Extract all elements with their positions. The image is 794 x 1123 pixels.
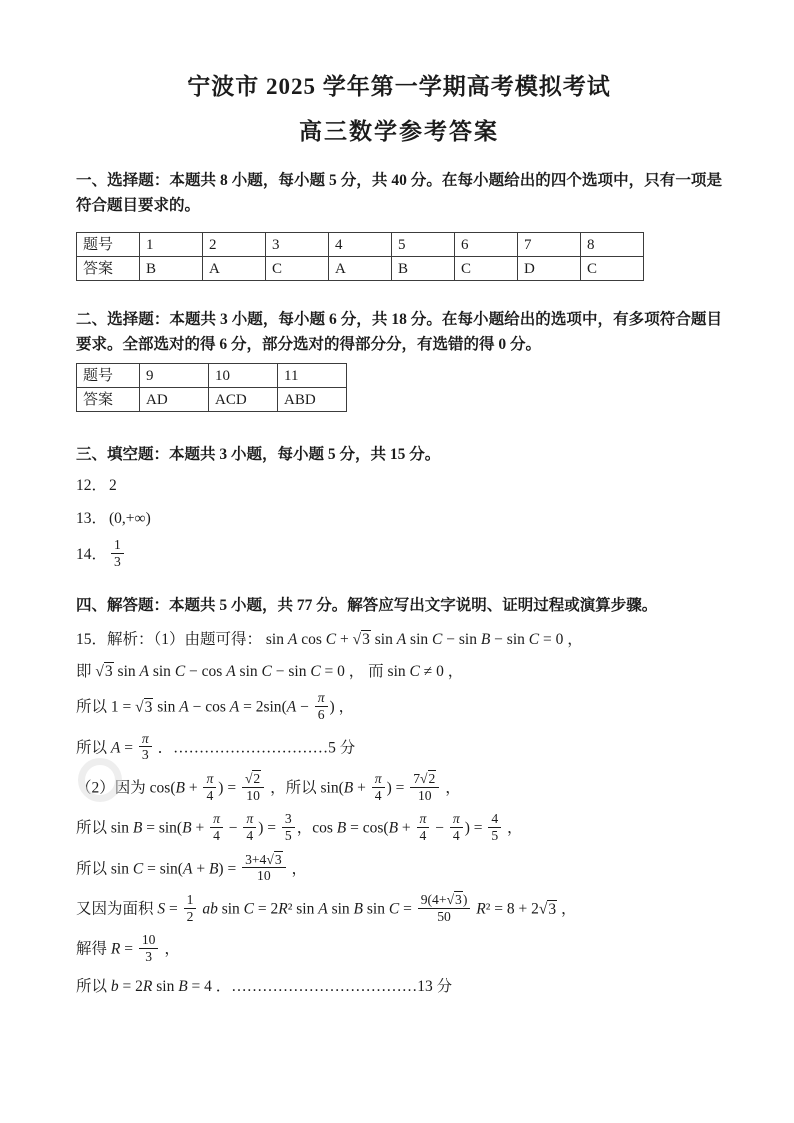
section-3-heading: 三、填空题：本题共 3 小题，每小题 5 分，共 15 分。 xyxy=(76,446,441,463)
scan-artifact xyxy=(78,758,122,802)
cell-question-number: 9 xyxy=(140,364,209,388)
single-choice-answer-table xyxy=(76,232,644,281)
solution-line-10: 所以 b = 2R sin B = 4 ．………………………………13 分 xyxy=(76,977,453,995)
table-row-answers xyxy=(77,257,644,281)
section-4-heading: 四、解答题：本题共 5 小题，共 77 分。解答应写出文字说明、证明过程或演算步骤。 xyxy=(76,597,658,615)
cell-question-number: 3 xyxy=(266,233,329,257)
cell-question-number: 8 xyxy=(581,233,644,257)
cell-answer: C xyxy=(266,257,329,281)
exam-title: 宁波市 2025 学年第一学期高考模拟考试 xyxy=(187,74,611,99)
cell-question-number: 4 xyxy=(329,233,392,257)
fill-answer-13 xyxy=(76,506,722,530)
cell-answer: A xyxy=(203,257,266,281)
cell-question-number: 1 xyxy=(140,233,203,257)
cell-question-number: 11 xyxy=(278,364,347,388)
table-row-answers xyxy=(77,388,347,412)
cell-row-label: 题号 xyxy=(77,233,140,257)
cell-answer: AD xyxy=(140,388,209,412)
section-1-heading: 一、选择题：本题共 8 小题，每小题 5 分，共 40 分。在每小题给出的四个选项中，只有一项是符合题目要求的。 xyxy=(76,172,722,214)
fill-answer-12 xyxy=(76,473,722,497)
solution-line-2: 即 √3 sin A sin C − cos A sin C − sin C = 0 ， 而 sin C ≠ 0 ， xyxy=(76,663,464,681)
multi-choice-answer-table xyxy=(76,363,347,412)
solution-line-9: 解得 R = $\frac{10}{3}$ ， xyxy=(76,932,180,965)
cell-question-number: 2 xyxy=(203,233,266,257)
question-number-label: 14． xyxy=(76,545,108,563)
fill-answer-value: $\frac{1}{3}$ xyxy=(109,546,126,563)
cell-row-label: 题号 xyxy=(77,364,140,388)
table-row-question-numbers xyxy=(77,233,644,257)
cell-answer: B xyxy=(392,257,455,281)
cell-answer: A xyxy=(329,257,392,281)
fill-answer-value: 2 xyxy=(109,477,117,494)
solution-line-4: 所以 A = $\frac{\pi}{3}$ ．…………………………5 分 xyxy=(76,730,356,763)
cell-row-label: 答案 xyxy=(77,388,140,412)
cell-question-number: 10 xyxy=(209,364,278,388)
cell-answer: C xyxy=(455,257,518,281)
cell-row-label: 答案 xyxy=(77,257,140,281)
solution-line-6: 所以 sin B = sin(B + $\frac{\pi}{4}$ − $\frac{\pi}{4}$ ) = $\frac{3}{5}$ ，cos B = cos(B + $\frac{\pi}{4}$ − $\frac{\pi}{4}$ ) = $\frac{4}{5}$ ， xyxy=(76,811,523,844)
cell-answer: ACD xyxy=(209,388,278,412)
fill-answer-value: (0,+∞) xyxy=(109,510,151,527)
cell-answer: B xyxy=(140,257,203,281)
fill-answer-14 xyxy=(76,539,722,571)
cell-answer: ABD xyxy=(278,388,347,412)
exam-subtitle: 高三数学参考答案 xyxy=(299,119,499,144)
cell-question-number: 6 xyxy=(455,233,518,257)
cell-question-number: 5 xyxy=(392,233,455,257)
cell-answer: D xyxy=(518,257,581,281)
question-number-label: 12． xyxy=(76,477,108,494)
solution-line-7: 所以 sin C = sin(A + B) = $\frac{3+4√3}{10}$ ， xyxy=(76,851,308,884)
solution-line-8: 又因为面积 S = $\frac{1}{2}$ ab sin C = 2R² sin A sin B sin C = $\frac{9(4+√3)}{50}$ R² = 8 + 2√3 ， xyxy=(76,892,577,924)
cell-answer: C xyxy=(581,257,644,281)
cell-question-number: 7 xyxy=(518,233,581,257)
section-2-heading: 二、选择题：本题共 3 小题，每小题 6 分，共 18 分。在每小题给出的选项中，有多项符合题目要求。全部选对的得 6 分，部分选对的得部分分，有选错的得 0 分。 xyxy=(76,311,722,353)
solution-line-1: 15．解析：（1）由题可得： sin A cos C + √3 sin A sin C − sin B − sin C = 0 ， xyxy=(76,631,583,649)
solution-line-3: 所以 1 = √3 sin A − cos A = 2sin(A − $\frac{\pi}{6}$ ) ， xyxy=(76,690,355,723)
solution-line-5: （2）因为 cos(B + $\frac{\pi}{4}$ ) = $\frac{√2}{10}$ ，所以 sin(B + $\frac{\pi}{4}$ ) = $\frac{7√2}{10}$ ， xyxy=(76,771,461,803)
table-row-question-numbers xyxy=(77,364,347,388)
question-number-label: 13． xyxy=(76,510,108,527)
